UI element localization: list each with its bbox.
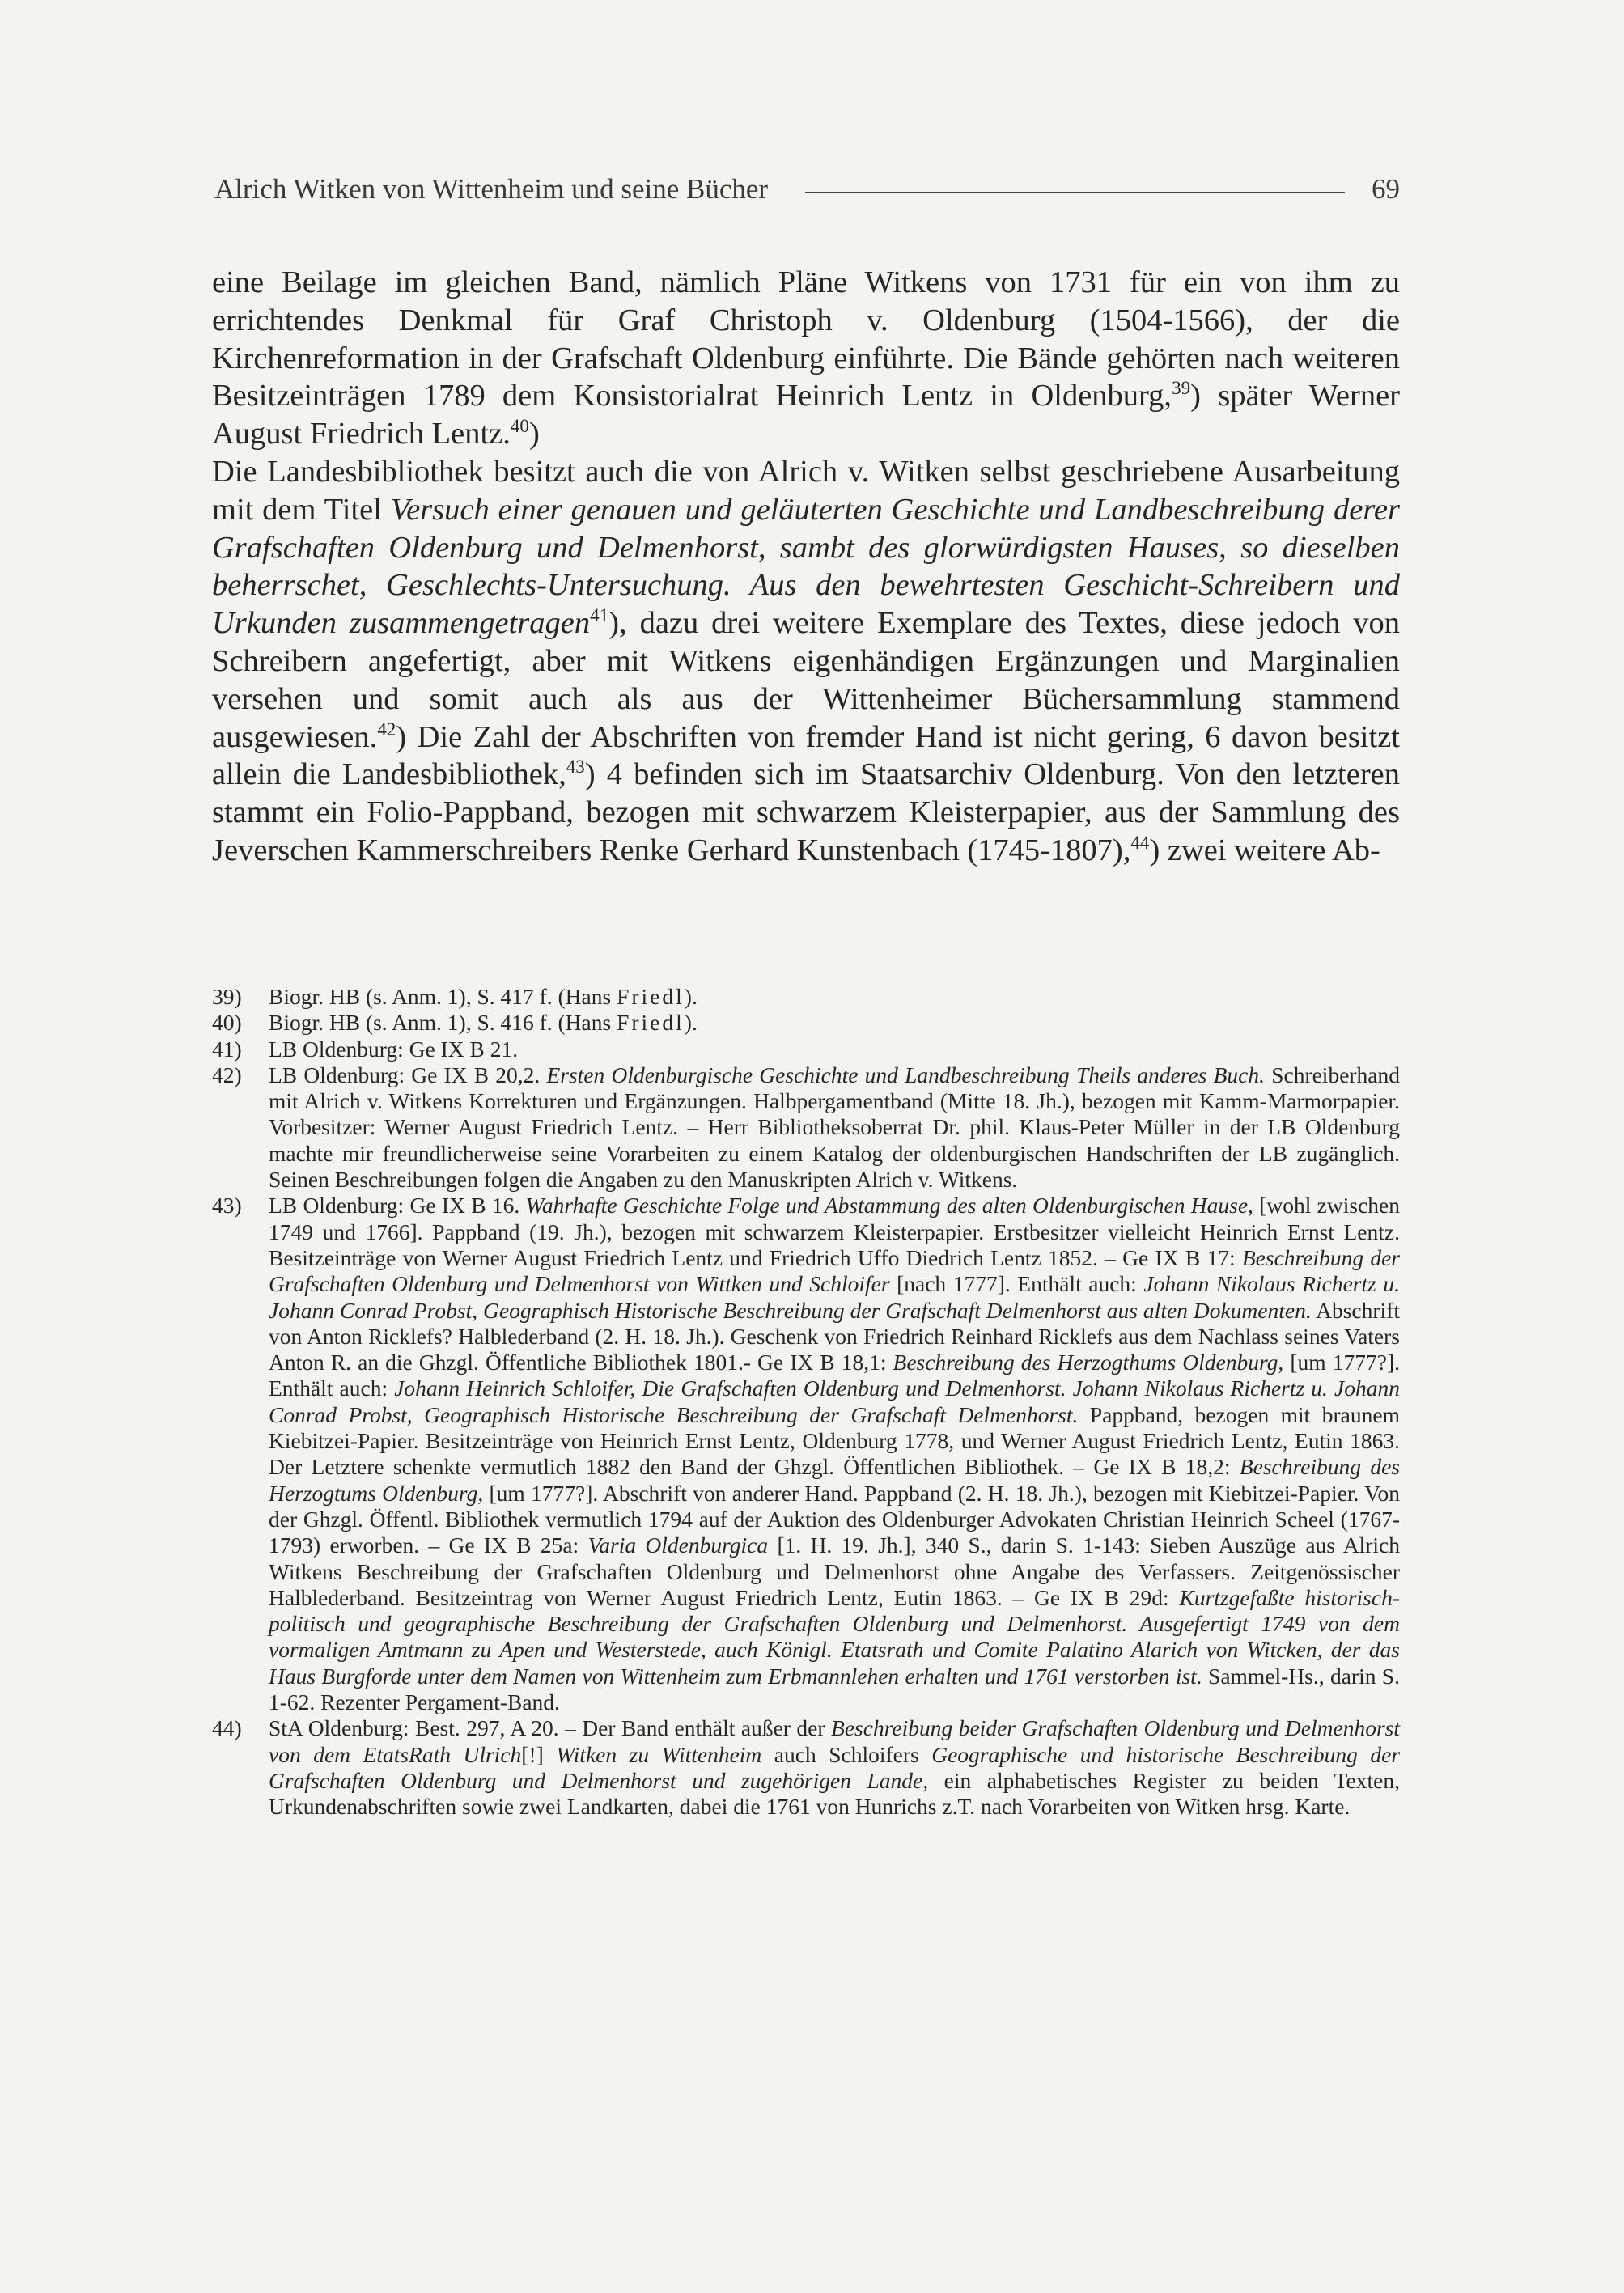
footnote-39: 39) Biogr. HB (s. Anm. 1), S. 417 f. (Hans Friedl). xyxy=(212,984,698,1009)
footnotes xyxy=(212,984,1400,1820)
footnote-41: 41) LB Oldenburg: Ge IX B 21. xyxy=(212,1036,519,1062)
footnote-ref-41[interactable]: 41 xyxy=(590,604,609,626)
header-rule xyxy=(805,192,1345,193)
paragraph-2: Die Landesbibliothek besitzt auch die von Alrich v. Witken selbst geschriebene Ausarbeitung mit dem Titel Versuch einer genauen und geläuterten Geschichte und Landbeschreibung derer Grafschaften Oldenburg und Delmenhorst, sambt des glorwürdigsten Hauses, so dieselben beherrschet, Geschlechts-Untersuchung. Aus den bewehrtesten Geschicht-Schreibern und Urkunden zusammengetragen$^{41}$), dazu drei weitere Exemplare des Textes, diese jedoch von Schreibern angefertigt, aber mit Witkens eigenhändigen Ergänzungen und Marginalien versehen und somit auch als aus der Wittenheimer Büchersammlung stammend ausgewiesen.$^{42}$) Die Zahl der Abschriften von fremder Hand ist nicht gering, 6 davon besitzt allein die Landesbibliothek,$^{43}$) 4 befinden sich im Staatsarchiv Oldenburg. Von den letzteren stammt ein Folio-Pappband, bezogen mit schwarzem Kleisterpapier, aus der Sammlung des Jeverschen Kammerschreibers Renke Gerhard Kunstenbach (1745-1807),$^{44}$) zwei weitere Ab- xyxy=(212,454,1401,867)
footnote-40: 40) Biogr. HB (s. Anm. 1), S. 416 f. (Hans Friedl). xyxy=(212,1010,698,1036)
footnote-43: 43) LB Oldenburg: Ge IX B 16. Wahrhafte Geschichte Folge und Abstammung des alten Oldenburgischen Hause, [wohl zwischen 1749 und 1766]. Pappband (19. Jh.), bezogen mit schwarzem Kleisterpapier. Erstbesitzer vielleicht Heinrich Ernst Lentz. Besitzeinträge von Werner August Friedrich Lentz und Friedrich Uffo Diedrich Lentz 1852. – Ge IX B 17: Beschreibung der Grafschaften Oldenburg und Delmenhorst von Wittken und Schloifer [nach 1777]. Enthält auch: Johann Nikolaus Richertz u. Johann Conrad Probst, Geographisch Historische Beschreibung der Grafschaft Delmenhorst aus alten Dokumenten. Abschrift von Anton Ricklefs? Halblederband (2. H. 18. Jh.). Geschenk von Friedrich Reinhard Ricklefs aus dem Nachlass seines Vaters Anton R. an die Ghzgl. Öffentliche Bibliothek 1801.- Ge IX B 18,1: Beschreibung des Herzogthums Oldenburg, [um 1777?]. Enthält auch: Johann Heinrich Schloifer, Die Grafschaften Oldenburg und Delmenhorst. Johann Nikolaus Richertz u. Johann Conrad Probst, Geographisch Historische Beschreibung der Grafschaft Delmenhorst. Pappband, bezogen mit braunem Kiebitzei-Papier. Besitzeinträge von Heinrich Ernst Lentz, Oldenburg 1778, und Werner August Friedrich Lentz, Eutin 1863. Der Letztere schenkte vermutlich 1882 den Band der Ghzgl. Öffentlichen Bibliothek. – Ge IX B 18,2: Beschreibung des Herzogtums Oldenburg, [um 1777?]. Abschrift von anderer Hand. Pappband (2. H. 18. Jh.), bezogen mit Kiebitzei-Papier. Von der Ghzgl. Öffentl. Bibliothek vermutlich 1794 auf der Auktion des Oldenburger Advokaten Christian Heinrich Scheel (1767-1793) erworben. – Ge IX B 25a: Varia Oldenburgica [1. H. 19. Jh.], 340 S., darin S. 1-143: Sieben Auszüge aus Alrich Witkens Beschreibung der Grafschaften Oldenburg und Delmenhorst ohne Angabe des Verfassers. Zeitgenössischer Halblederband. Besitzeintrag von Werner August Friedrich Lentz, Eutin 1863. – Ge IX B 29d: Kurtzgefaßte historisch-politisch und geographische Beschreibung der Grafschaften Oldenburg und Delmenhorst. Ausgefertigt 1749 von dem vormaligen Amtmann zu Apen und Westerstede, auch Königl. Etatsrath und Comite Palatino Alarich von Witcken, der das Haus Burgforde unter dem Namen von Wittenheim zum Erbmannlehen erhalten und 1761 verstorben ist. Sammel-Hs., darin S. 1-62. Rezenter Pergament-Band. xyxy=(212,1193,1401,1715)
footnote-number: 43) xyxy=(212,1193,242,1219)
running-header xyxy=(214,168,1400,210)
running-title: Alrich Witken von Wittenheim und seine Bücher xyxy=(214,173,769,205)
footnote-number: 41) xyxy=(212,1036,242,1062)
footnote-ref-40[interactable]: 40 xyxy=(510,415,529,437)
main-text xyxy=(212,264,1400,870)
footnote-number: 44) xyxy=(212,1715,242,1741)
page-number: 69 xyxy=(1372,173,1400,205)
footnote-44: 44) StA Oldenburg: Best. 297, A 20. – Der Band enthält außer der Beschreibung beider Grafschaften Oldenburg und Delmenhorst von dem EtatsRath Ulrich[!] Witken zu Wittenheim auch Schloifers Geographische und historische Beschreibung der Grafschaften Oldenburg und Delmenhorst und zugehörigen Lande, ein alphabetisches Register zu beiden Texten, Urkundenabschriften sowie zwei Landkarten, dabei die 1761 von Hunrichs z.T. nach Vorarbeiten von Witken hrsg. Karte. xyxy=(212,1715,1401,1820)
footnote-ref-42[interactable]: 42 xyxy=(377,718,396,740)
work-title: Versuch einer genauen und geläuterten Geschichte und Landbeschreibung derer Grafschaften Oldenburg und Delmenhorst, sambt des glorwürdigsten Hauses, so dieselben beherrschet, Geschlechts-Untersuchung. Aus den bewehrtesten Geschicht-Schreibern und Urkunden zusammengetragen xyxy=(212,492,1400,641)
footnote-number: 42) xyxy=(212,1062,242,1087)
paragraph-1: eine Beilage im gleichen Band, nämlich Pläne Witkens von 1731 für ein von ihm zu errichtendes Denkmal für Graf Christoph v. Oldenburg (1504-1566), der die Kirchenreformation in der Grafschaft Oldenburg einführte. Die Bände gehörten nach weiteren Besitzeinträgen 1789 dem Konsistorialrat Heinrich Lentz in Oldenburg,$^{39}$) später Werner August Friedrich Lentz.$^{40}$) xyxy=(212,265,1400,451)
footnote-42: 42) LB Oldenburg: Ge IX B 20,2. Ersten Oldenburgische Geschichte und Landbeschreibung Theils anderes Buch. Schreiberhand mit Alrich v. Witkens Korrekturen und Ergänzungen. Halbpergamentband (Mitte 18. Jh.), bezogen mit Kamm-Marmorpapier. Vorbesitzer: Werner August Friedrich Lentz. – Herr Bibliotheksoberrat Dr. phil. Klaus-Peter Müller in der LB Oldenburg machte mir freundlicherweise seine Vorarbeiten zu einem Katalog der oldenburgischen Handschriften der LB zugänglich. Seinen Beschreibungen folgen die Angaben zu den Manuskripten Alrich v. Witkens. xyxy=(212,1062,1401,1193)
footnote-number: 39) xyxy=(212,984,242,1009)
footnote-ref-39[interactable]: 39 xyxy=(1172,377,1191,399)
footnote-ref-43[interactable]: 43 xyxy=(566,756,585,778)
footnote-ref-44[interactable]: 44 xyxy=(1130,832,1150,854)
footnote-number: 40) xyxy=(212,1010,242,1036)
